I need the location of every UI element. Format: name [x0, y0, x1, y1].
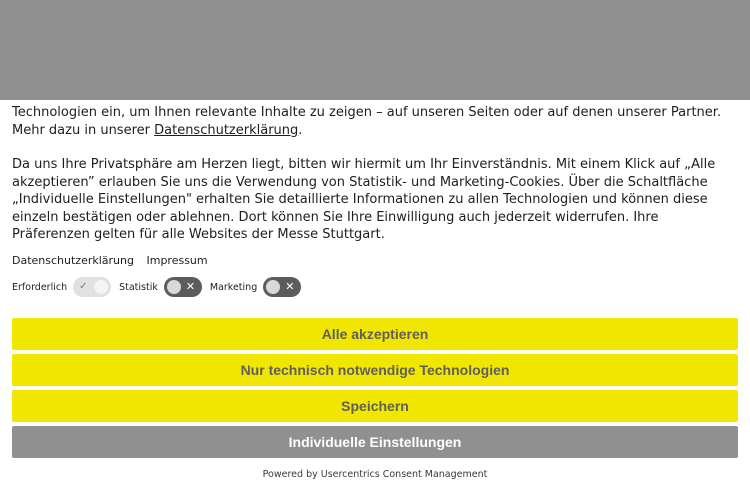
toggle-group-statistics	[119, 277, 202, 297]
required-toggle[interactable]	[73, 277, 111, 297]
save-button[interactable]: Speichern	[12, 390, 738, 422]
individual-settings-button[interactable]: Individuelle Einstellungen	[12, 426, 738, 458]
intro-period: .	[298, 122, 303, 138]
toggle-group-required	[12, 277, 111, 297]
toggle-label-required: Erforderlich	[12, 281, 68, 293]
essential-only-button[interactable]: Nur technisch notwendige Technologien	[12, 354, 738, 386]
marketing-toggle[interactable]	[263, 277, 301, 297]
toggle-knob	[266, 280, 280, 294]
toggle-label-statistics: Statistik	[119, 281, 158, 293]
consent-description	[12, 104, 738, 244]
toggle-label-marketing: Marketing	[209, 281, 258, 293]
intro-paragraph	[12, 104, 738, 139]
toggle-group-marketing	[210, 277, 301, 297]
powered-by-text: Powered by Usercentrics Consent Management	[262, 469, 488, 480]
statistics-toggle[interactable]	[164, 277, 202, 297]
checkmark-icon: ✓	[79, 281, 88, 292]
consent-paragraph: Da uns Ihre Privatsphäre am Herzen liegt, bitten wir hiermit um Ihr Einverständnis. Mit einem Klick auf „Alle akzeptieren” erlauben Sie uns die Verwendung von Statistik- und Marketing-Cookies. Über die Schaltfläche „Individuelle Einstellungen" erhalten Sie detaillierte Informationen zu allen Technologien und können diese einzeln bestätigen oder ablehnen. Dort können Sie Ihre Einwilligung auch jederzeit widerrufen. Ihre Präferenzen gelten für alle Websites der Messe Stuttgart.	[12, 157, 716, 242]
footer-links	[12, 254, 217, 267]
privacy-link-inline[interactable]: Datenschutzerklärung	[154, 122, 299, 138]
accept-all-button[interactable]: Alle akzeptieren	[12, 318, 738, 350]
toggle-knob	[94, 280, 108, 294]
privacy-policy-link[interactable]: Datenschutzerklärung	[12, 254, 134, 267]
consent-toggles	[12, 277, 309, 297]
imprint-link[interactable]: Impressum	[146, 254, 208, 267]
toggle-knob	[167, 280, 181, 294]
overlay-header-bar	[0, 0, 750, 100]
close-icon: ✕	[285, 280, 295, 293]
close-icon: ✕	[185, 280, 196, 293]
intro-text: Technologien ein, um Ihnen relevante Inhalte zu zeigen – auf unseren Seiten oder auf denen unserer Partner. Mehr dazu in unserer	[12, 105, 722, 138]
